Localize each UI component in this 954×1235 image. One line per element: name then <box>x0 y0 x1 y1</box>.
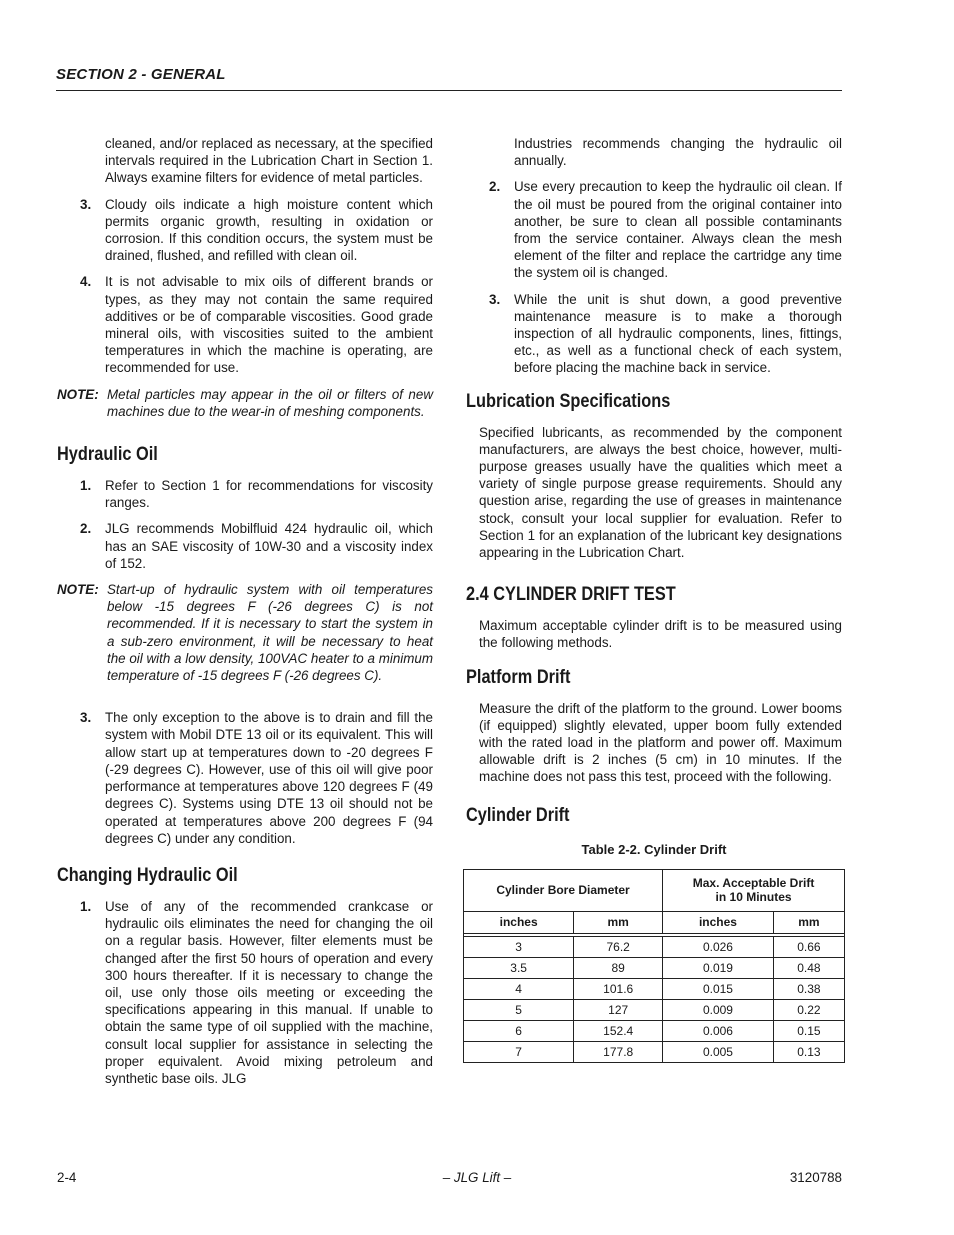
max-drift-header-line1: Max. Acceptable Drift <box>692 876 815 891</box>
intro-paragraph: cleaned, and/or replaced as necessary, at the specified intervals required in the Lubrication Chart in Section 1. Always examine filters for evidence of metal particles. <box>105 136 433 186</box>
table-cell: 0.38 <box>773 978 844 999</box>
lubrication-paragraph: Specified lubricants, as recommended by the component manufacturers, are always the best choice, however, multi-purpose greases usually have the qualities which meet a variety of single purpose grease requirements. Should any question arise, regarding the use of greases in maintenance stock, consult your local supplier for evaluation. Refer to Section 1 for an explanation of the lubricant key designations appearing in the Lubrication Chart. <box>479 424 842 561</box>
table-cell: 4 <box>464 978 574 999</box>
changing-hydraulic-oil-heading: Changing Hydraulic Oil <box>57 864 238 886</box>
table-cell: 0.66 <box>773 936 844 957</box>
table-cell: 0.48 <box>773 957 844 978</box>
list-item <box>57 273 433 376</box>
note <box>57 581 433 684</box>
table-cell: 6 <box>464 1020 574 1041</box>
table-cell: 0.019 <box>663 957 774 978</box>
item-text: It is not advisable to mix oils of different brands or types, as they may not contain the same required additives or be of comparable viscosities. Good grade mineral oils, with viscosities suited to the ambient temperatures in which the machine is operating, are recommended for use. <box>105 274 433 376</box>
list-item <box>57 898 433 1087</box>
max-drift-header-line2: in 10 Minutes <box>715 890 792 905</box>
hydraulic-oil-heading: Hydraulic Oil <box>57 444 158 466</box>
table-cell: 0.005 <box>663 1041 774 1062</box>
document-number: 3120788 <box>789 1170 842 1185</box>
table-cell: 0.15 <box>773 1020 844 1041</box>
bore-diameter-header: Cylinder Bore Diameter <box>464 869 663 911</box>
sub-inches: inches <box>464 911 574 933</box>
table-cell: 0.009 <box>663 999 774 1020</box>
table-cell: 89 <box>574 957 663 978</box>
table-row <box>464 1041 845 1062</box>
note-label: NOTE: <box>57 386 99 402</box>
item-text: JLG recommends Mobilfluid 424 hydraulic oil, which has an SAE viscosity of 10W-30 and a viscosity index of 152. <box>105 521 433 571</box>
item-text: Refer to Section 1 for recommendations for viscosity ranges. <box>105 478 433 511</box>
item-number: 1. <box>80 478 92 494</box>
sub-mm: mm <box>773 911 844 933</box>
table-row <box>464 936 845 957</box>
note-text: Start-up of hydraulic system with oil temperatures below -15 degrees F (-26 degrees C) is not recommended. If it is necessary to start the system in a sub-zero environment, it will be necessary to heat the oil with a low density, 100VAC heater to a minimum temperature of -15 degrees F (-26 degrees C). <box>107 582 433 684</box>
item-text: Use every precaution to keep the hydraulic oil clean. If the oil must be poured from the original container into another, be sure to clean all possible contaminants from the service container. Always clean the mesh element of the filter and replace the cartridge any time the system oil is changed. <box>514 179 842 281</box>
table-row <box>464 957 845 978</box>
table-row <box>464 978 845 999</box>
table-row <box>464 999 845 1020</box>
table-cell: 101.6 <box>574 978 663 999</box>
left-column <box>57 135 433 1096</box>
cylinder-drift-test-heading: 2.4 CYLINDER DRIFT TEST <box>466 584 676 606</box>
table-cell: 127 <box>574 999 663 1020</box>
item-text: Cloudy oils indicate a high moisture content which permits organic growth, resulting in oxidation or corrosion. If this condition occurs, the system must be drained, flushed, and refilled with clean oil. <box>105 196 433 264</box>
item-number: 2. <box>489 179 501 195</box>
cylinder-drift-table <box>463 869 845 1063</box>
page-header <box>56 66 842 91</box>
continued-paragraph: Industries recommends changing the hydraulic oil annually. <box>514 136 842 169</box>
table-cell: 0.006 <box>663 1020 774 1041</box>
platform-drift-paragraph: Measure the drift of the platform to the ground. Lower booms (if equipped) slightly elevated, upper boom fully extended with the rated load in the platform and power off. Maximum allowable drift is 2 inches (5 cm) in 10 minutes. If the machine does not pass this test, proceed with the following. <box>479 700 842 785</box>
item-number: 4. <box>80 274 92 290</box>
sub-mm: mm <box>574 911 663 933</box>
list-item <box>57 477 433 511</box>
max-drift-header <box>663 869 845 911</box>
list-item <box>57 709 433 847</box>
table-cell: 5 <box>464 999 574 1020</box>
footer-brand: – JLG Lift – <box>442 1170 512 1185</box>
page-number: 2-4 <box>57 1170 77 1185</box>
table-subheader-row <box>464 911 845 933</box>
item-text: The only exception to the above is to drain and fill the system with Mobil DTE 13 oil or its equivalent. This will allow start up at temperatures down to -20 degrees F (-29 degrees C). However, use of this oil will give poor performance at temperatures above 120 degrees F (49 degrees C). Systems using DTE 13 oil should not be operated at temperatures above 200 degrees F (94 degrees C) under any condition. <box>105 710 433 846</box>
table-header-row <box>464 869 845 911</box>
sub-inches: inches <box>663 911 774 933</box>
table-cell: 152.4 <box>574 1020 663 1041</box>
table-cell: 7 <box>464 1041 574 1062</box>
table-cell: 0.026 <box>663 936 774 957</box>
list-item <box>466 291 842 377</box>
cylinder-drift-heading: Cylinder Drift <box>466 804 570 826</box>
list-item <box>57 520 433 572</box>
table-caption: Table 2-2. Cylinder Drift <box>581 841 727 857</box>
table-cell: 0.015 <box>663 978 774 999</box>
lubrication-specifications-heading: Lubrication Specifications <box>466 390 671 412</box>
drift-test-paragraph: Maximum acceptable cylinder drift is to be measured using the following methods. <box>479 618 842 651</box>
section-title: SECTION 2 - GENERAL <box>56 66 226 83</box>
list-item <box>466 178 842 281</box>
table-cell: 0.13 <box>773 1041 844 1062</box>
note-text: Metal particles may appear in the oil or filters of new machines due to the wear-in of meshing components. <box>107 386 433 419</box>
item-number: 3. <box>80 196 92 212</box>
right-column <box>466 135 842 1063</box>
table-row <box>464 1020 845 1041</box>
table-cell: 3.5 <box>464 957 574 978</box>
list-item <box>57 196 433 265</box>
table-cell: 3 <box>464 936 574 957</box>
item-text: While the unit is shut down, a good preventive maintenance measure is to make a thorough inspection of all hydraulic components, lines, fittings, etc., as well as a functional check of each system, before placing the machine back in service. <box>514 291 842 376</box>
note-label: NOTE: <box>57 582 99 598</box>
item-number: 1. <box>80 898 92 914</box>
table-cell: 76.2 <box>574 936 663 957</box>
platform-drift-heading: Platform Drift <box>466 666 571 688</box>
item-text: Use of any of the recommended crankcase or hydraulic oils eliminates the need for changing the oil on a regular basis. However, filter elements must be changed after the first 50 hours of operation and every 300 hours thereafter. If it is necessary to change the oil, use only those oils meeting or exceeding the specifications appearing in this manual. If unable to obtain the same type of oil supplied with the machine, consult local supplier for assistance in selecting the proper equivalent. Avoid mixing petroleum and synthetic base oils. JLG <box>105 898 433 1086</box>
table-cell: 177.8 <box>574 1041 663 1062</box>
note <box>57 386 433 420</box>
item-number: 3. <box>489 291 501 307</box>
item-number: 2. <box>80 521 92 537</box>
item-number: 3. <box>80 710 92 726</box>
table-body <box>464 936 845 1062</box>
table-cell: 0.22 <box>773 999 844 1020</box>
